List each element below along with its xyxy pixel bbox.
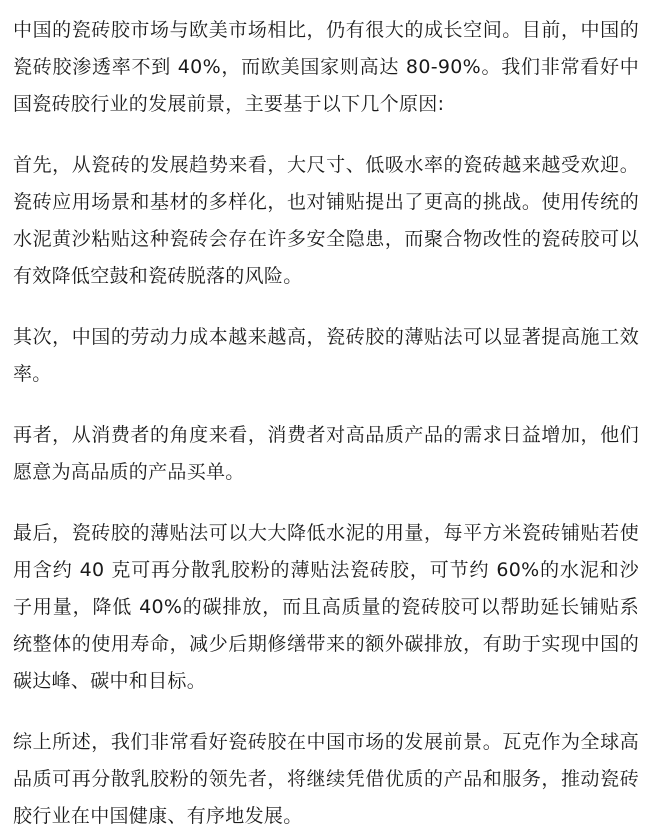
paragraph-conclusion: 综上所述，我们非常看好瓷砖胶在中国市场的发展前景。瓦克作为全球高品质可再分散乳胶粉的领先者，将继续凭借优质的产品和服务，推动瓷砖胶行业在中国健康、有序地发展。	[13, 731, 639, 827]
paragraph-third-reason: 再者，从消费者的角度来看，消费者对高品质产品的需求日益增加，他们愿意为高品质的产品买单。	[13, 424, 639, 483]
paragraph-first-reason: 首先，从瓷砖的发展趋势来看，大尺寸、低吸水率的瓷砖越来越受欢迎。瓷砖应用场景和基材的多样化，也对铺贴提出了更高的挑战。使用传统的水泥黄沙粘贴这种瓷砖会存在许多安全隐患，而聚合物改性的瓷砖胶可以有效降低空鼓和瓷砖脱落的风险。	[13, 154, 639, 287]
paragraph-second-reason: 其次，中国的劳动力成本越来越高，瓷砖胶的薄贴法可以显著提高施工效率。	[13, 326, 639, 385]
paragraph-final-reason: 最后，瓷砖胶的薄贴法可以大大降低水泥的用量，每平方米瓷砖铺贴若使用含约 40 克可再分散乳胶粉的薄贴法瓷砖胶，可节约 60%的水泥和沙子用量，降低 40%的碳排放，而且高质量的瓷砖胶可以帮助延长铺贴系统整体的使用寿命，减少后期修缮带来的额外碳排放，有助于实现中国的碳达峰、碳中和目标。	[13, 522, 639, 692]
paragraph-intro: 中国的瓷砖胶市场与欧美市场相比，仍有很大的成长空间。目前，中国的瓷砖胶渗透率不到 40%，而欧美国家则高达 80-90%。我们非常看好中国瓷砖胶行业的发展前景，主要基于以下几个原因:	[13, 19, 639, 115]
